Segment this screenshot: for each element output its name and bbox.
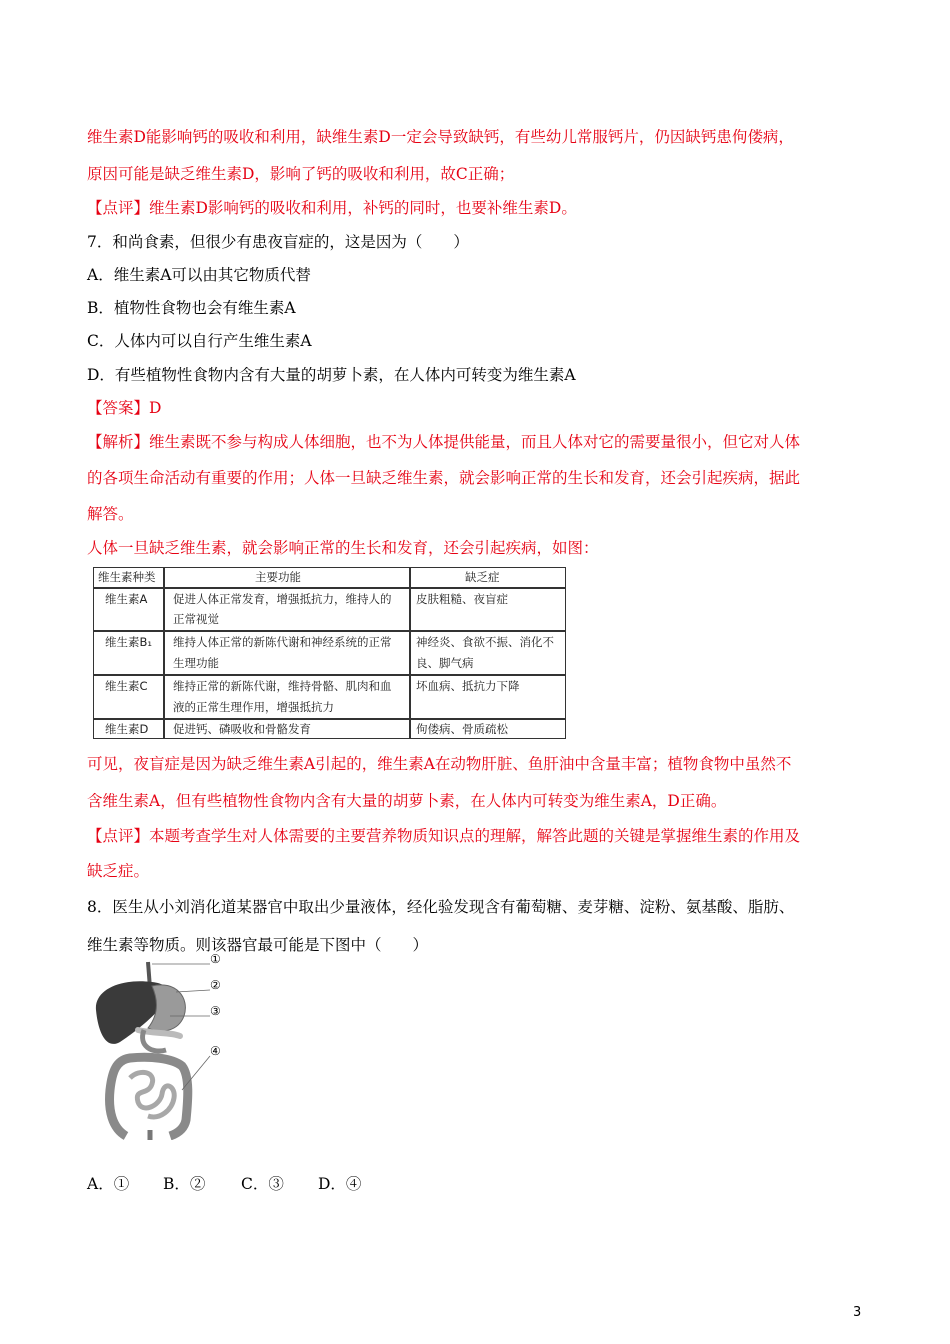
- question-7-analysis-4: 人体一旦缺乏维生素，就会影响正常的生长和发育，还会引起疾病，如图：: [87, 539, 599, 557]
- table-header-deficiency: 缺乏症: [465, 570, 500, 584]
- vitamin-table: [93, 567, 566, 739]
- question-7-option-d: D．有些植物性食物内含有大量的胡萝卜素，在人体内可转变为维生素A: [87, 366, 576, 384]
- question-8-option-d: D．④: [318, 1175, 362, 1193]
- table-row-c-deficiency: 坏血病、抵抗力下降: [416, 679, 520, 693]
- figure-label-2: ②: [210, 978, 221, 992]
- table-header-type: 维生素种类: [98, 570, 156, 584]
- question-7-analysis-3: 解答。: [87, 505, 134, 523]
- table-row-d-function: 促进钙、磷吸收和骨骼发育: [173, 722, 311, 736]
- explanation-line-2: 原因可能是缺乏维生素D，影响了钙的吸收和利用，故C正确；: [87, 165, 515, 183]
- table-row-b1-name: 维生素B₁: [105, 635, 152, 649]
- question-8-option-a: A．①: [87, 1175, 130, 1193]
- question-7-option-a: A．维生素A可以由其它物质代替: [87, 266, 311, 284]
- question-7-comment-2: 缺乏症。: [87, 862, 150, 880]
- figure-label-4: ④: [210, 1044, 221, 1058]
- question-7-option-b: B．植物性食物也会有维生素A: [87, 299, 296, 317]
- table-row-c-name: 维生素C: [105, 679, 148, 693]
- question-7-conclusion-2: 含维生素A，但有些植物性食物内含有大量的胡萝卜素，在人体内可转变为维生素A，D正确。: [87, 792, 727, 810]
- question-8-stem-2: 维生素等物质。则该器官最可能是下图中（ ）: [87, 936, 429, 954]
- table-row-b1-function-cont: 生理功能: [173, 656, 219, 670]
- question-8-stem-1: 8．医生从小刘消化道某器官中取出少量液体，经化验发现含有葡萄糖、麦芽糖、淀粉、氨基酸、脂肪、: [87, 898, 795, 916]
- question-7-comment-1: 【点评】本题考查学生对人体需要的主要营养物质知识点的理解，解答此题的关键是掌握维生素的作用及: [87, 827, 801, 845]
- table-row-d-name: 维生素D: [105, 722, 149, 736]
- question-8-option-c: C．③: [241, 1175, 284, 1193]
- table-row-b1-deficiency: 神经炎、食欲不振、消化不: [416, 635, 554, 649]
- table-row-a-name: 维生素A: [105, 592, 148, 606]
- comment-line: 【点评】维生素D影响钙的吸收和利用，补钙的同时，也要补维生素D。: [87, 199, 577, 217]
- table-row-a-function-cont: 正常视觉: [173, 612, 219, 626]
- digestive-system-figure: [90, 952, 240, 1140]
- explanation-line-1: 维生素D能影响钙的吸收和利用，缺维生素D一定会导致缺钙，有些幼儿常服钙片，仍因缺钙患佝偻病，: [87, 128, 794, 146]
- table-row-a-deficiency: 皮肤粗糙、夜盲症: [416, 592, 508, 606]
- question-7-conclusion-1: 可见，夜盲症是因为缺乏维生素A引起的，维生素A在动物肝脏、鱼肝油中含量丰富；植物食物中虽然不: [87, 755, 792, 773]
- question-8-option-b: B．②: [163, 1175, 206, 1193]
- question-7-answer: 【答案】D: [87, 399, 162, 417]
- table-row-c-function-cont: 液的正常生理作用，增强抵抗力: [173, 700, 334, 714]
- question-7-stem: 7．和尚食素，但很少有患夜盲症的，这是因为（ ）: [87, 233, 469, 251]
- table-header-function: 主要功能: [255, 570, 301, 584]
- figure-label-3: ③: [210, 1004, 221, 1018]
- table-row-d-deficiency: 佝偻病、骨质疏松: [416, 722, 508, 736]
- question-7-option-c: C．人体内可以自行产生维生素A: [87, 332, 312, 350]
- table-row-b1-function: 维持人体正常的新陈代谢和神经系统的正常: [173, 635, 392, 649]
- figure-label-1: ①: [210, 952, 221, 966]
- table-row-c-function: 维持正常的新陈代谢，维持骨骼、肌肉和血: [173, 679, 392, 693]
- page-number: 3: [853, 1305, 862, 1320]
- question-7-analysis-1: 【解析】维生素既不参与构成人体细胞，也不为人体提供能量，而且人体对它的需要量很小，但它对人体: [87, 433, 801, 451]
- question-7-analysis-2: 的各项生命活动有重要的作用；人体一旦缺乏维生素，就会影响正常的生长和发育，还会引起疾病，据此: [87, 469, 801, 487]
- table-row-a-function: 促进人体正常发育，增强抵抗力，维持人的: [173, 592, 392, 606]
- table-row-b1-deficiency-cont: 良、脚气病: [416, 656, 474, 670]
